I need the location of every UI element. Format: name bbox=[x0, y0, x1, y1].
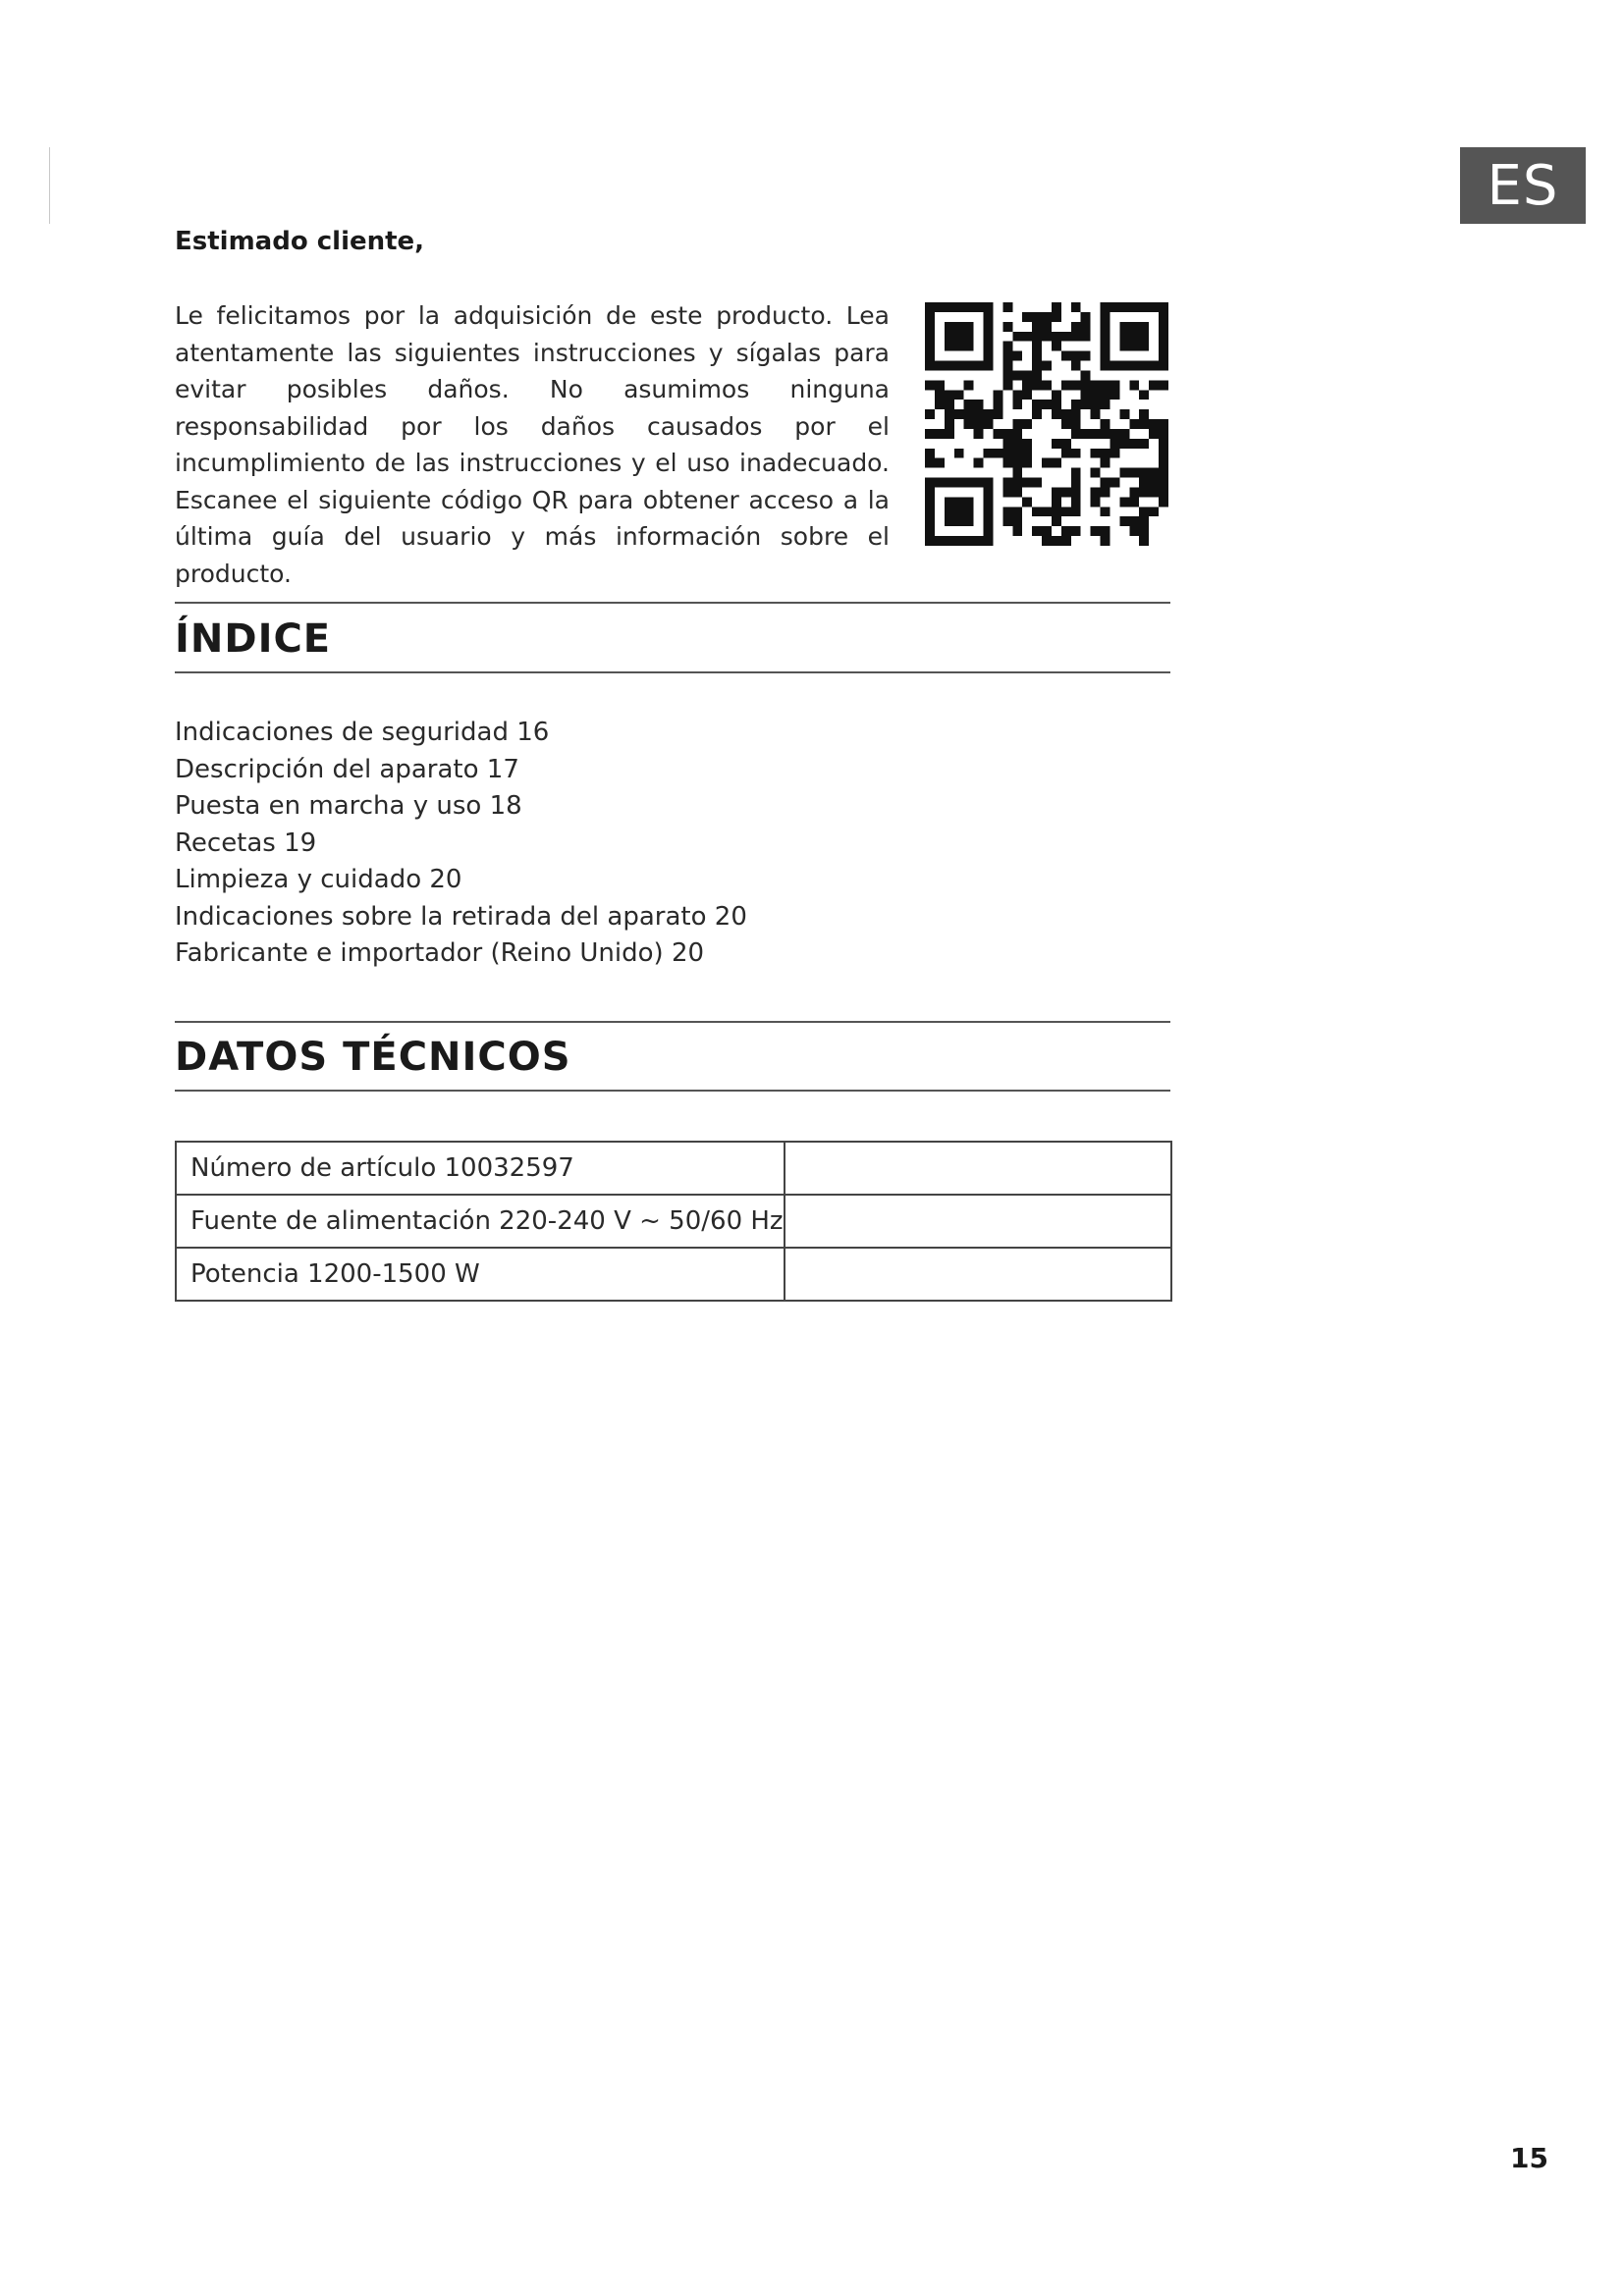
index-list bbox=[175, 715, 747, 973]
tech-spec-table bbox=[175, 1141, 1172, 1302]
index-bottom-rule bbox=[175, 671, 1170, 673]
page-number: 15 bbox=[1510, 2142, 1548, 2174]
spec-cell-empty bbox=[785, 1248, 1171, 1301]
spec-cell: Número de artículo 10032597 bbox=[176, 1142, 785, 1195]
intro-paragraph: Le felicitamos por la adquisición de este producto. Lea atentamente las siguientes instrucciones y sígalas para evitar posibles daños. No asumimos ninguna responsabilidad por los daños causados por el incumplimiento de las instrucciones y el uso inadecuado. Escanee el siguiente código QR para obtener acceso a la última guía del usuario y más información sobre el producto. bbox=[175, 301, 890, 588]
index-item: Puesta en marcha y uso 18 bbox=[175, 791, 522, 821]
tech-top-rule bbox=[175, 1021, 1170, 1023]
greeting: Estimado cliente, bbox=[175, 227, 425, 256]
table-row bbox=[176, 1142, 1171, 1195]
index-item: Indicaciones de seguridad 16 bbox=[175, 718, 550, 747]
index-item: Limpieza y cuidado 20 bbox=[175, 865, 462, 894]
spec-cell: Potencia 1200-1500 W bbox=[176, 1248, 785, 1301]
margin-line bbox=[49, 147, 50, 224]
index-item: Descripción del aparato 17 bbox=[175, 754, 519, 784]
index-top-rule bbox=[175, 602, 1170, 604]
index-item: Fabricante e importador (Reino Unido) 20 bbox=[175, 938, 705, 968]
tech-bottom-rule bbox=[175, 1090, 1170, 1092]
table-row bbox=[176, 1248, 1171, 1301]
index-item: Recetas 19 bbox=[175, 828, 317, 858]
table-row bbox=[176, 1195, 1171, 1248]
index-item: Indicaciones sobre la retirada del aparato 20 bbox=[175, 901, 747, 932]
index-title: ÍNDICE bbox=[175, 616, 332, 662]
qr-code-icon bbox=[925, 302, 1168, 546]
spec-cell-empty bbox=[785, 1195, 1171, 1248]
spec-cell: Fuente de alimentación 220-240 V ~ 50/60 Hz bbox=[176, 1195, 785, 1248]
language-badge: ES bbox=[1460, 147, 1586, 224]
spec-cell-empty bbox=[785, 1142, 1171, 1195]
tech-title: DATOS TÉCNICOS bbox=[175, 1035, 571, 1080]
